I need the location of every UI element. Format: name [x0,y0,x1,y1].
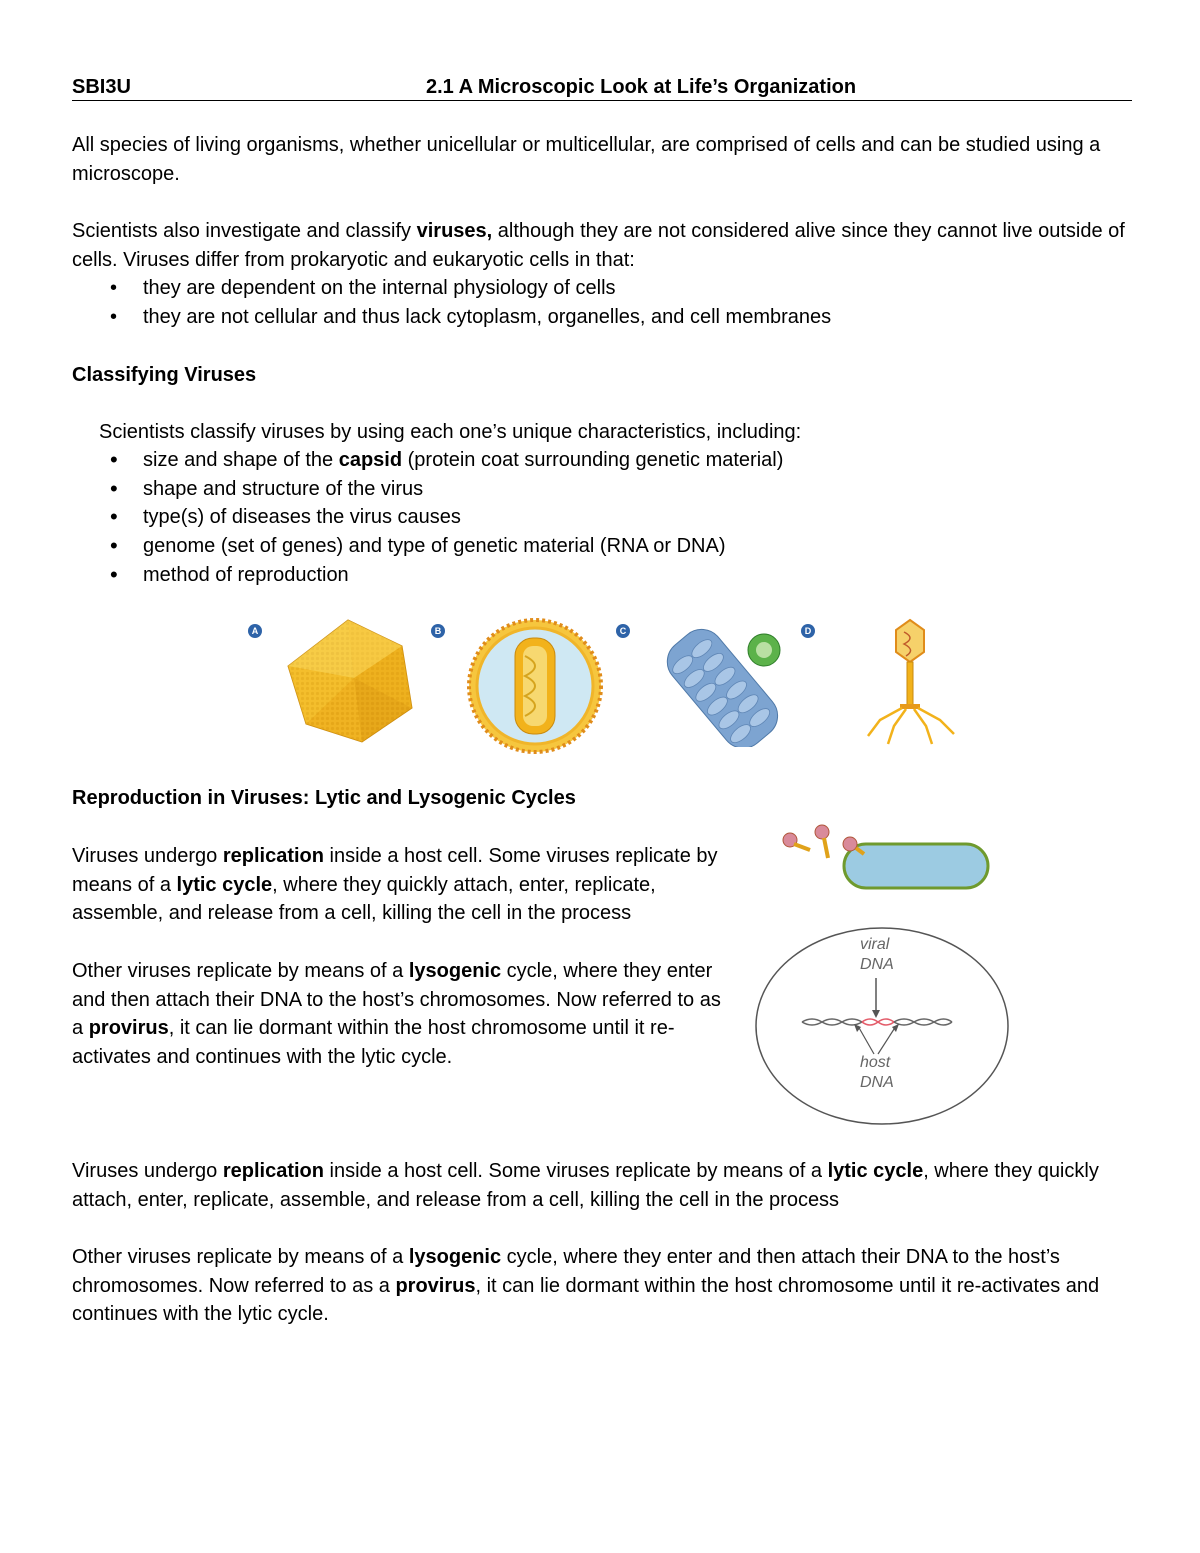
icosahedral-virus-image [280,616,420,746]
section-heading: Classifying Viruses [72,364,257,386]
text-run: , it can lie dormant within the host chromosome until it re-activates and continues with the lytic cycle. [72,1017,675,1068]
text-run: cycle, where they enter and then attach their DNA to the host’s chromosomes. Now referred to as a [72,1246,1060,1297]
bullet-icon: • [110,447,118,473]
text-run: , where they quickly attach, enter, replicate, assemble, and release from a cell, killing the cell in the process [72,1160,1099,1211]
bullet-icon: • [110,475,118,501]
virus-differences-list [72,274,1132,331]
lytic-paragraph-full [72,1157,1132,1214]
lytic-text-full [72,1157,1132,1214]
bold-term: provirus [88,1017,169,1040]
lytic-paragraph [72,842,732,928]
figure-label-d: D [801,624,815,638]
helical-virus-image [660,622,790,747]
classifying-section [72,361,1132,589]
lytic-text [72,842,732,928]
bold-term: lytic cycle [176,873,273,896]
text-run: , where they quickly attach, enter, replicate, assemble, and release from a cell, killing the cell in the process [72,873,656,925]
bullet-icon: • [110,561,118,587]
list-item-text: shape and structure of the virus [143,477,424,500]
reproduction-section [72,784,1132,813]
text-run: Other viruses replicate by means of a [72,1246,409,1268]
list-item [72,274,1132,303]
figure-label-b: B [431,624,445,638]
bullet-icon: • [110,277,118,300]
bold-term: replication [222,1160,324,1182]
bold-term: capsid [338,449,403,472]
text-run: , it can lie dormant within the host chromosome until it re-activates and continues with the lytic cycle. [72,1274,1100,1326]
classification-list [72,446,1132,589]
enveloped-virus-image [465,616,605,756]
figure-label-c: C [616,624,630,638]
document-header [72,74,1132,101]
bacteriophage-image [860,618,960,748]
bullet-icon: • [110,504,118,530]
bold-term: lysogenic [408,1246,502,1268]
host-dna-label: DNA [860,1074,894,1091]
phage-attack-image [772,822,992,892]
list-item [72,561,1132,590]
viruses-paragraph [72,217,1132,331]
bold-term: lytic cycle [827,1160,924,1182]
bullet-icon: • [110,305,118,328]
intro-text: All species of living organisms, whether unicellular or multicellular, are comprised of cells and can be studied using a microscope. [72,134,1101,185]
text-run: size and shape of the [143,449,339,472]
host-label: host [860,1054,891,1071]
viruses-text [72,217,1132,274]
list-item-text: they are dependent on the internal physiology of cells [143,277,616,300]
intro-paragraph [72,131,1132,188]
lysogenic-text-full [72,1243,1132,1329]
text-run: cycle, where they enter and then attach their DNA to the host’s chromosomes. Now referred to as a [72,960,721,1040]
list-item-text: method of reproduction [143,563,349,586]
text-run: although they are not considered alive since they cannot live outside of cells. Viruses differ from prokaryotic and eukaryotic cells in that: [72,220,1125,271]
viral-dna-label: DNA [860,956,894,973]
list-item [72,446,1132,475]
lysogenic-paragraph [72,957,722,1071]
text-run: inside a host cell. Some viruses replicate by means of a [323,1160,828,1182]
provirus-diagram [754,926,1010,1126]
bold-term: viruses, [416,220,493,242]
lysogenic-paragraph-full [72,1243,1132,1329]
viral-label: viral [860,936,890,953]
bullet-icon: • [110,532,118,558]
bold-term: lysogenic [408,960,502,982]
text-run: Viruses undergo [72,845,223,867]
figure-label-a: A [248,624,262,638]
text-run: Viruses undergo [72,1160,223,1182]
text-run: inside a host cell. Some viruses replicate by means of a [72,845,718,896]
course-code: SBI3U [72,76,131,98]
list-item-text: they are not cellular and thus lack cytoplasm, organelles, and cell membranes [143,305,832,328]
virus-shapes-figure [240,614,980,764]
text-run: Other viruses replicate by means of a [72,960,409,982]
bold-term: replication [222,845,324,867]
section-heading: Reproduction in Viruses: Lytic and Lysogenic Cycles [72,787,576,809]
list-item [72,475,1132,504]
list-item-text: genome (set of genes) and type of genetic material (RNA or DNA) [143,534,726,557]
document-title: 2.1 A Microscopic Look at Life’s Organization [426,76,857,98]
list-item-text: type(s) of diseases the virus causes [143,506,461,529]
bold-term: provirus [395,1274,476,1297]
lysogenic-text [72,957,722,1071]
text-run: Scientists also investigate and classify [72,220,417,242]
list-item [72,303,1132,332]
text-run: (protein coat surrounding genetic material) [402,449,784,472]
classifying-lead: Scientists classify viruses by using each one’s unique characteristics, including: [99,420,802,443]
list-item [72,532,1132,561]
list-item [72,503,1132,532]
